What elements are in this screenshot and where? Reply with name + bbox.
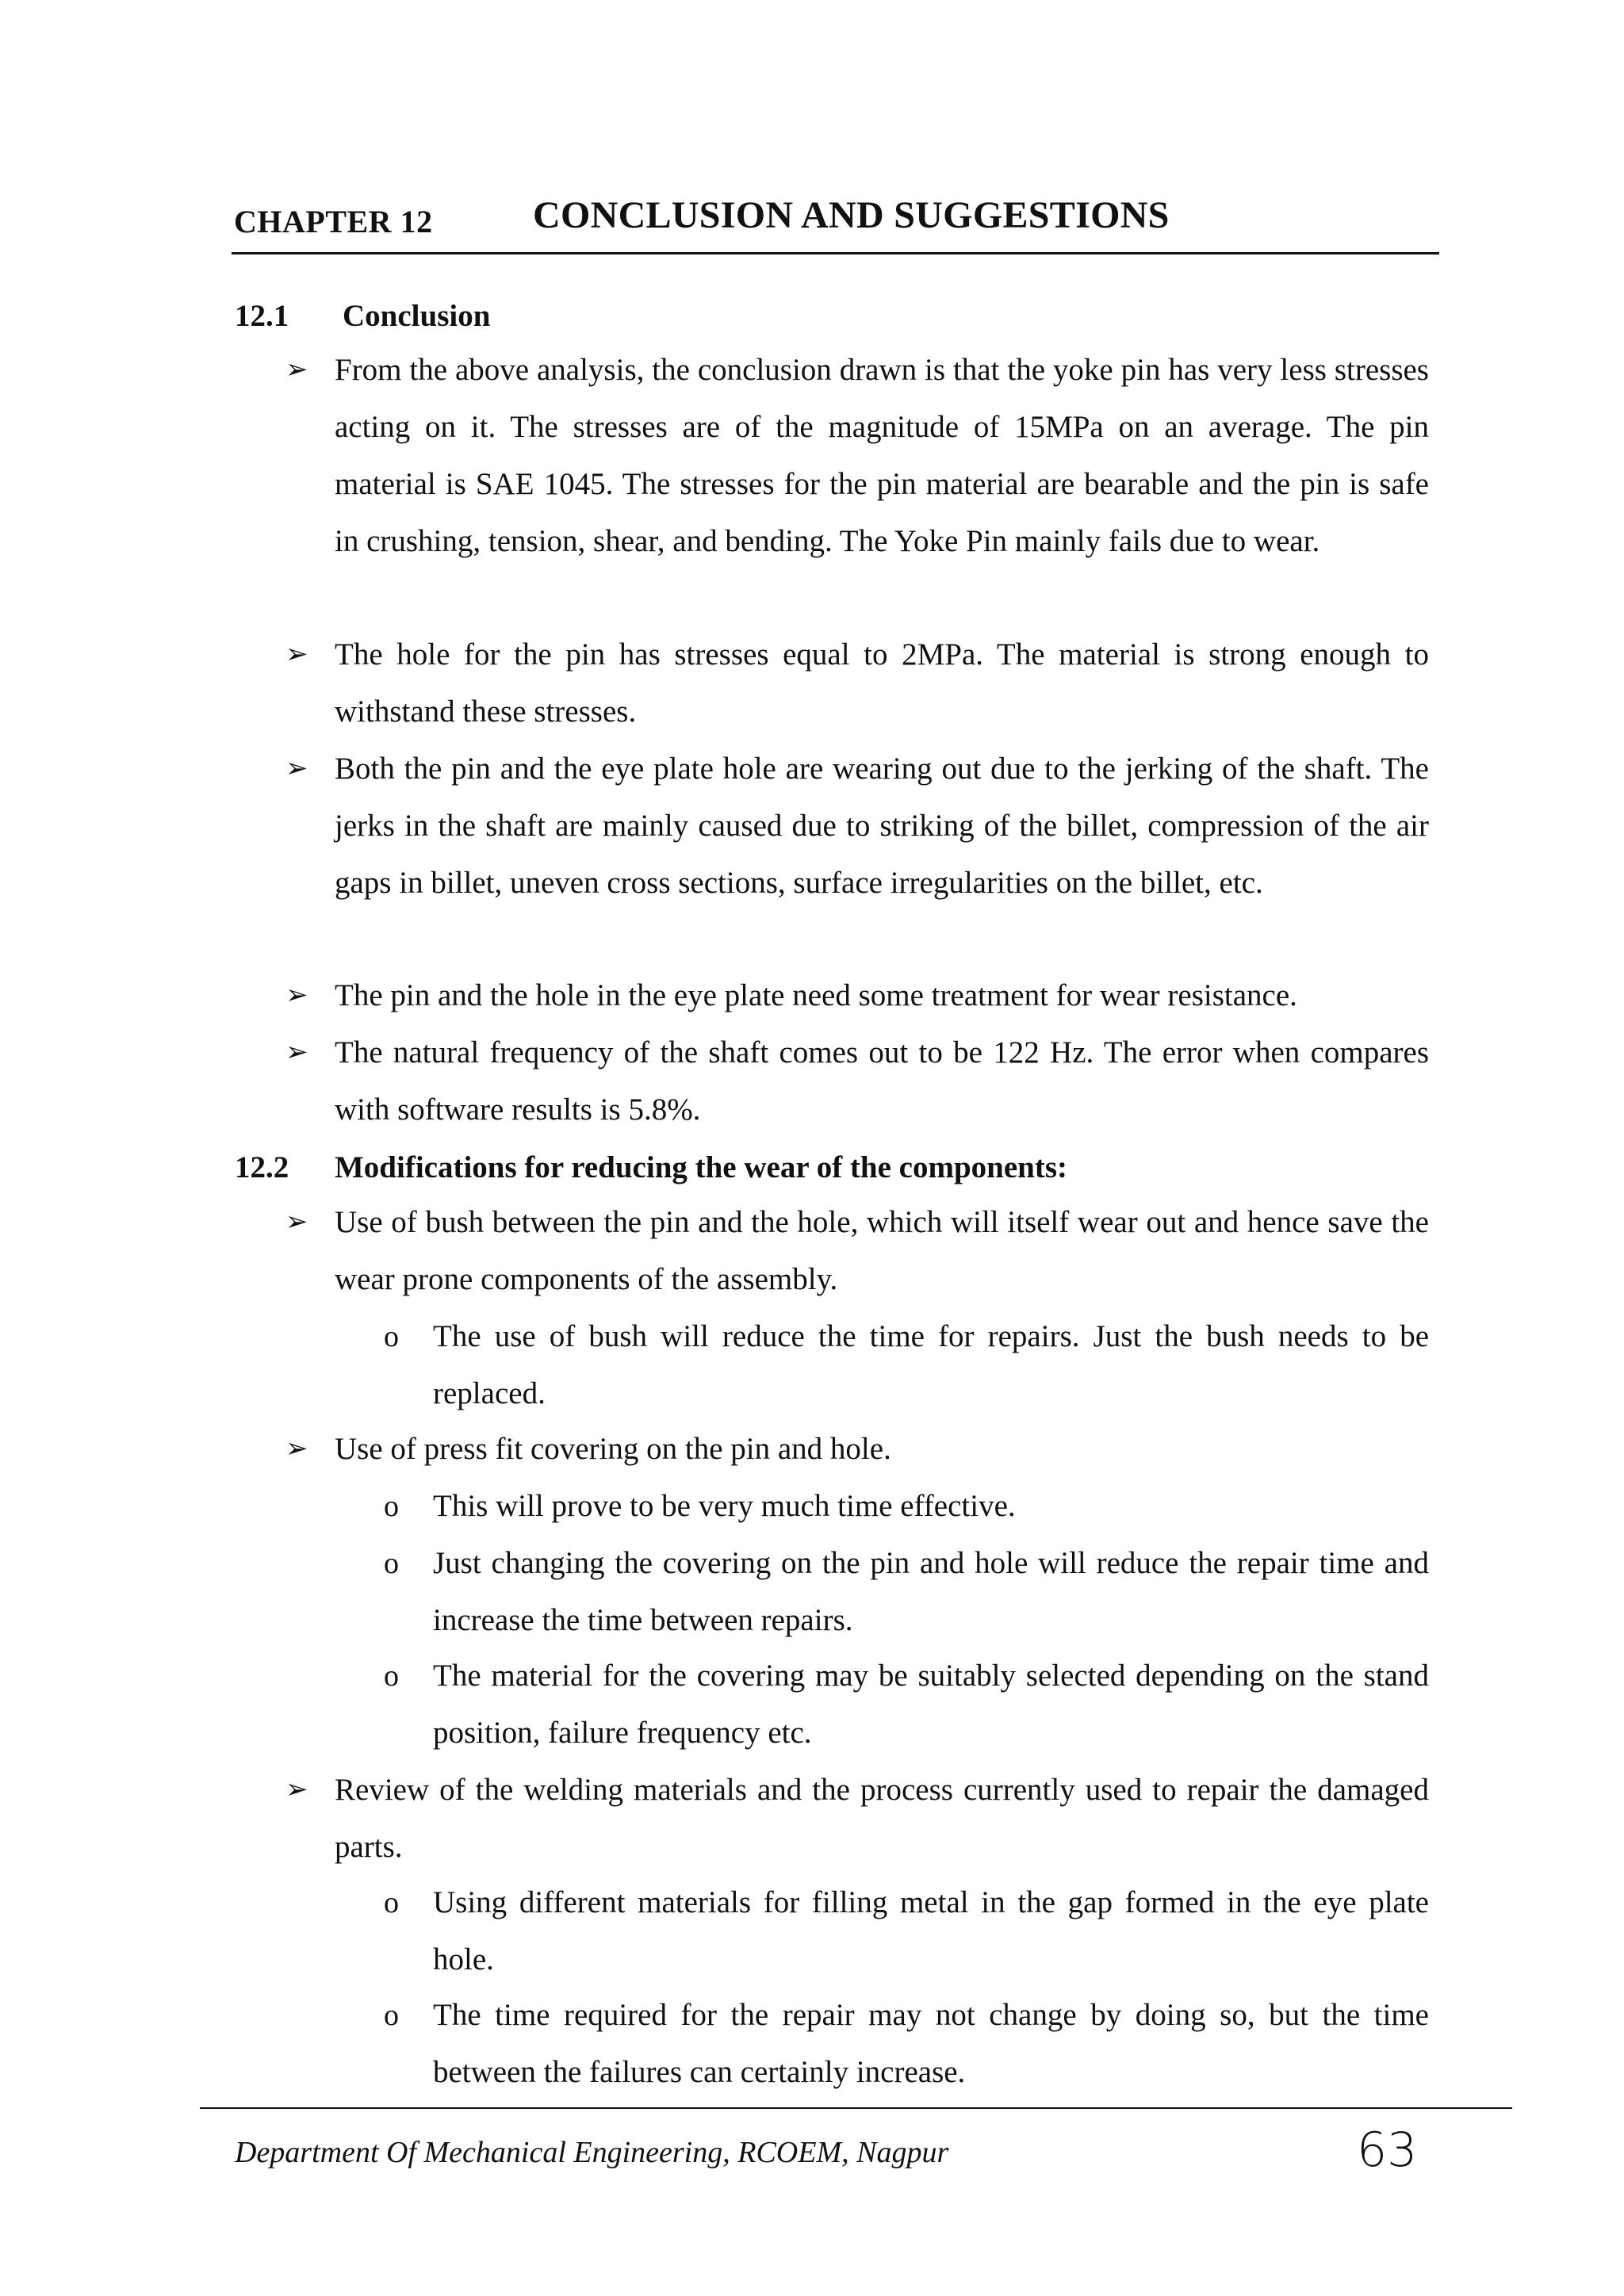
section-number: 12.2 — [235, 1150, 289, 1184]
arrow-bullet-icon: ➢ — [285, 355, 308, 385]
circle-bullet-icon: o — [384, 1659, 399, 1693]
arrow-bullet-icon: ➢ — [285, 754, 308, 783]
footer-department: Department Of Mechanical Engineering, RCOEM, Nagpur — [235, 2136, 949, 2169]
section-number: 12.1 — [235, 299, 289, 333]
heading-rule — [232, 252, 1439, 254]
list-item: From the above analysis, the conclusion drawn is that the yoke pin has very less stresses acting on it. The stresses are of the magnitude of 15MPa on an average. The pin material is SAE 1045. The stresses for the pin material are bearable and the pin is safe in crushing, tension, shear, and bending. The Yoke Pin mainly fails due to wear. — [335, 353, 1429, 558]
page-number: 63 — [1357, 2122, 1418, 2178]
list-item: Use of bush between the pin and the hole, which will itself wear out and hence save the wear prone components of the assembly. — [335, 1205, 1429, 1296]
list-item: Use of press fit covering on the pin and hole. — [335, 1432, 891, 1466]
list-item: The hole for the pin has stresses equal to 2MPa. The material is strong enough to withstand these stresses. — [335, 637, 1429, 729]
section-title: Conclusion — [343, 299, 491, 333]
list-item: Both the pin and the eye plate hole are wearing out due to the jerking of the shaft. The jerks in the shaft are mainly caused due to striking of the billet, compression of the air gaps in billet, uneven cross sections, surface irregularities on the billet, etc. — [335, 752, 1429, 900]
arrow-bullet-icon: ➢ — [285, 640, 308, 669]
arrow-bullet-icon: ➢ — [285, 1775, 308, 1804]
circle-bullet-icon: o — [384, 1547, 399, 1580]
circle-bullet-icon: o — [384, 1886, 399, 1919]
footer-rule — [200, 2107, 1512, 2109]
circle-bullet-icon: o — [384, 1320, 399, 1353]
section-heading-conclusion — [235, 298, 491, 334]
sub-list-item: Using different materials for filling metal in the gap formed in the eye plate hole. — [433, 1885, 1429, 1976]
sub-list-item: This will prove to be very much time effective. — [433, 1489, 1016, 1523]
list-item: Review of the welding materials and the process currently used to repair the damaged parts. — [335, 1773, 1429, 1864]
section-title: Modifications for reducing the wear of the components: — [335, 1150, 1068, 1184]
list-item: The pin and the hole in the eye plate need some treatment for wear resistance. — [335, 978, 1297, 1012]
sub-list-item: The material for the covering may be suitably selected depending on the stand position, failure frequency etc. — [433, 1659, 1429, 1750]
arrow-bullet-icon: ➢ — [285, 1434, 308, 1464]
chapter-number: CHAPTER 12 — [234, 204, 433, 239]
sub-list-item: The use of bush will reduce the time for repairs. Just the bush needs to be replaced. — [433, 1319, 1429, 1410]
chapter-title: CONCLUSION AND SUGGESTIONS — [533, 194, 1170, 236]
arrow-bullet-icon: ➢ — [285, 1038, 308, 1067]
arrow-bullet-icon: ➢ — [285, 1207, 308, 1237]
sub-list-item: The time required for the repair may not change by doing so, but the time between the failures can certainly increase. — [433, 1998, 1429, 2089]
section-heading-modifications — [235, 1150, 1068, 1185]
list-item: The natural frequency of the shaft comes out to be 122 Hz. The error when compares with software results is 5.8%. — [335, 1035, 1429, 1127]
sub-list-item: Just changing the covering on the pin and hole will reduce the repair time and increase the time between repairs. — [433, 1546, 1429, 1637]
arrow-bullet-icon: ➢ — [285, 981, 308, 1010]
circle-bullet-icon: o — [384, 1490, 399, 1523]
circle-bullet-icon: o — [384, 1999, 399, 2032]
chapter-heading — [234, 193, 1439, 254]
